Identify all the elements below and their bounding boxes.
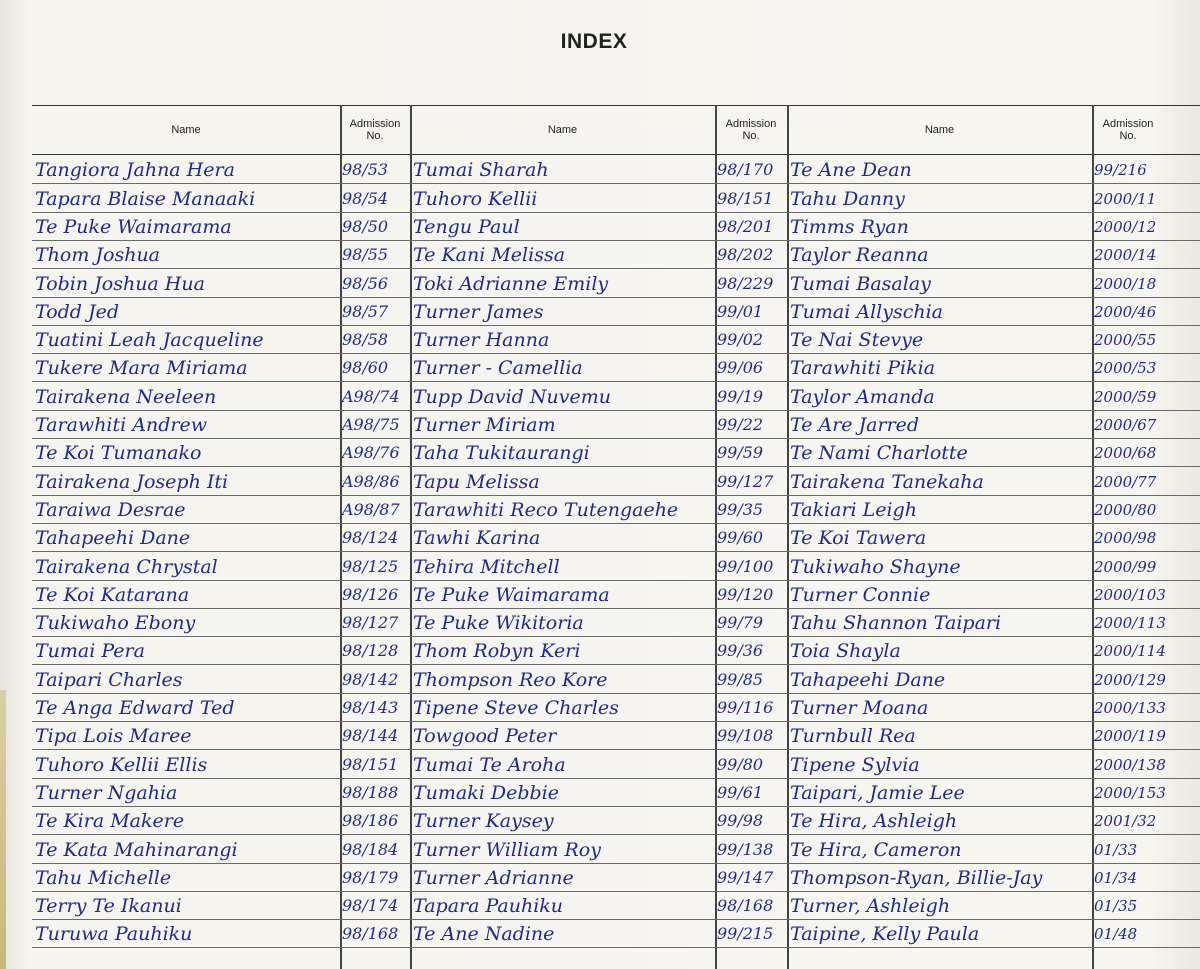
student-name: Tairakena Joseph Iti [35,470,229,493]
admission-number: 99/216 [1094,161,1147,180]
admission-number: 2000/68 [1094,444,1157,463]
admission-number: 99/60 [717,528,764,548]
student-name: Te Nami Charlotte [790,442,968,465]
admission-number: 99/85 [717,669,764,689]
row-rule [32,240,1200,241]
admission-number: A98/86 [342,471,400,491]
student-name: Turner Hanna [413,329,550,352]
admission-number: 98/186 [342,811,399,831]
admission-number: 2000/153 [1094,783,1166,802]
row-rule [32,778,1200,779]
row-rule [32,268,1200,269]
admission-number: A98/75 [342,415,400,434]
student-name: Turner William Roy [413,838,601,861]
admission-number: 2000/77 [1094,472,1157,491]
student-name: Tahapeehi Dane [35,527,191,550]
student-name: Tapara Blaise Manaaki [35,187,256,210]
student-name: Te Puke Waimarama [35,215,232,238]
row-rule [32,410,1200,411]
student-name: Te Koi Tawera [790,527,927,550]
admission-number: 98/184 [342,839,399,859]
row-rule [32,636,1200,637]
row-rule [32,212,1200,213]
admission-number: 98/168 [342,924,399,944]
header-admission-line1: Admission [725,118,777,130]
row-rule [32,834,1200,835]
student-name: Taipari Charles [35,668,183,691]
student-name: Te Nai Stevye [790,329,924,352]
student-name: Tukiwaho Shayne [790,555,961,578]
admission-number: 2000/46 [1094,302,1157,321]
student-name: Tuhoro Kellii [413,187,538,210]
student-name: Thom Joshua [35,244,161,267]
student-name: Turner Moana [790,697,929,719]
student-name: Tapu Melissa [413,470,540,493]
student-name: Tumai Pera [35,640,145,663]
student-name: Thompson-Ryan, Billie-Jay [790,866,1043,889]
header-admission-line2: No. [366,130,384,142]
row-rule [32,947,1200,948]
student-name: Tangiora Jahna Hera [35,159,235,182]
student-name: Turner, Ashleigh [790,895,951,918]
student-name: Turner Ngahia [35,781,178,804]
student-name: Tipene Steve Charles [413,697,619,719]
student-name: Te Kani Melissa [413,244,566,267]
student-name: Tehira Mitchell [413,555,560,578]
admission-number: 99/02 [717,330,764,350]
admission-number: 98/56 [342,273,389,293]
admission-number: A98/74 [342,386,400,406]
header-admission-line2: No. [742,130,760,142]
student-name: Toia Shayla [790,640,901,663]
admission-number: 2000/119 [1094,727,1166,746]
student-name: Te Koi Tumanako [35,442,202,465]
student-name: Tahu Danny [790,187,905,210]
student-name: Takiari Leigh [790,498,917,521]
admission-number: 2000/67 [1094,416,1157,434]
admission-number: 99/120 [717,584,774,604]
admission-number: 99/98 [717,811,764,831]
student-name: Taha Tukitaurangi [413,442,590,465]
student-name: Tumai Te Aroha [413,753,566,776]
admission-number: 98/229 [717,273,774,293]
admission-number: 2000/129 [1094,670,1166,689]
student-name: Tairakena Chrystal [35,555,218,578]
student-name: Tengu Paul [413,215,520,238]
row-rule [32,183,1200,184]
admission-number: 99/116 [717,698,774,717]
admission-number: 98/174 [342,896,399,916]
student-name: Te Ane Nadine [413,923,555,946]
row-rule [32,806,1200,807]
admission-number: 01/33 [1094,840,1138,859]
admission-number: 99/215 [717,924,774,944]
student-name: Te Anga Edward Ted [35,697,235,719]
student-name: Tumaki Debbie [413,781,560,804]
header-admission-line2: No. [1119,130,1137,142]
row-rule [32,523,1200,524]
row-rule [32,721,1200,722]
admission-number: 98/53 [342,160,389,180]
student-name: Te Are Jarred [790,414,920,436]
admission-number: 99/01 [717,301,764,321]
student-name: Towgood Peter [413,725,557,748]
student-name: Tumai Sharah [413,159,549,182]
admission-number: 01/48 [1094,925,1138,944]
admission-number: 98/151 [342,754,399,774]
student-name: Te Hira, Cameron [790,838,962,861]
admission-number: 2000/98 [1094,529,1157,548]
admission-number: 2000/99 [1094,557,1157,576]
row-rule [32,749,1200,750]
student-name: Turner - Camellia [413,357,583,380]
header-admission-line1: Admission [1102,118,1154,130]
admission-number: 98/202 [717,245,774,265]
header-admission-1 [340,106,410,154]
student-name: Tipene Sylvia [790,753,920,776]
admission-number: 2000/53 [1094,359,1157,378]
admission-number: 99/36 [717,641,764,661]
admission-number: 98/188 [342,782,399,802]
student-name: Todd Jed [35,300,120,323]
admission-number: 99/80 [717,754,764,774]
row-rule [32,580,1200,581]
admission-number: 98/170 [717,160,774,180]
student-name: Tukere Mara Miriama [35,357,248,380]
admission-number: 98/142 [342,669,399,689]
admission-number: 01/35 [1094,897,1138,916]
admission-number: 2000/133 [1094,699,1166,717]
admission-number: 99/100 [717,556,774,576]
admission-number: 98/201 [717,216,774,236]
student-name: Taylor Reanna [790,244,929,267]
admission-number: 98/57 [342,301,389,321]
admission-number: 99/19 [717,386,764,406]
student-name: Te Hira, Ashleigh [790,810,958,833]
student-name: Te Koi Katarana [35,583,190,606]
admission-number: 2000/138 [1094,755,1166,774]
admission-number: 98/50 [342,216,389,236]
student-name: Tairakena Tanekaha [790,470,984,493]
header-admission-2 [715,106,787,154]
student-name: Turner Connie [790,583,931,606]
row-rule [32,693,1200,694]
admission-number: 98/127 [342,613,399,633]
admission-number: 98/168 [717,896,774,916]
admission-number: 98/144 [342,726,399,746]
student-name: Toki Adrianne Emily [413,272,609,295]
page-title: INDEX [560,30,628,53]
student-name: Turner Miriam [413,414,556,436]
admission-number: A98/87 [342,499,400,519]
student-name: Thompson Reo Kore [413,668,608,691]
row-rule [32,891,1200,892]
ledger-header [32,105,1200,155]
admission-number: 99/35 [717,499,764,519]
student-name: Tarawhiti Reco Tutengaehe [413,498,679,521]
admission-number: 99/147 [717,867,774,887]
student-name: Te Kata Mahinarangi [35,838,238,861]
header-name-1: Name [171,124,201,136]
row-rule [32,438,1200,439]
student-name: Tumai Allyschia [790,300,944,323]
binding-tab [0,690,6,969]
admission-number: 2000/113 [1094,614,1166,633]
row-rule [32,664,1200,665]
admission-number: 98/143 [342,698,399,717]
row-rule [32,863,1200,864]
admission-number: 99/22 [717,415,764,434]
admission-number: 2000/55 [1094,331,1157,350]
admission-number: 98/55 [342,245,389,265]
index-ledger [32,105,1200,969]
row-rule [32,608,1200,609]
admission-number: 98/60 [342,358,389,378]
admission-number: 99/79 [717,613,764,633]
row-rule [32,495,1200,496]
header-admission-3 [1092,106,1164,154]
admission-number: 2000/12 [1094,217,1157,236]
student-name: Tairakena Neeleen [35,385,217,408]
student-name: Turner James [413,300,544,323]
student-name: Taraiwa Desrae [35,498,186,521]
student-name: Turner Adrianne [413,866,574,889]
student-name: Tukiwaho Ebony [35,612,196,635]
admission-number: 99/59 [717,443,764,463]
admission-number: 98/179 [342,867,399,887]
student-name: Timms Ryan [790,215,909,238]
student-name: Turner Kaysey [413,810,554,833]
admission-number: 98/125 [342,556,399,576]
student-name: Tahu Shannon Taipari [790,612,1002,635]
row-rule [32,353,1200,354]
student-name: Tapara Pauhiku [413,895,564,918]
admission-number: 2000/14 [1094,246,1157,265]
row-rule [32,381,1200,382]
admission-number: 98/58 [342,330,389,350]
student-name: Tawhi Karina [413,527,541,550]
admission-number: 99/108 [717,726,774,746]
admission-number: 99/138 [717,839,774,859]
admission-number: 98/151 [717,188,774,208]
student-name: Thom Robyn Keri [413,640,581,663]
student-name: Tupp David Nuvemu [413,385,611,408]
admission-number: 2000/103 [1094,585,1166,604]
student-name: Tarawhiti Pikia [790,357,936,380]
student-name: Taylor Amanda [790,385,935,408]
student-name: Tuatini Leah Jacqueline [35,329,264,352]
row-rule [32,551,1200,552]
admission-number: 2000/18 [1094,274,1157,293]
admission-number: 99/61 [717,782,764,802]
admission-number: 2000/11 [1094,189,1157,208]
admission-number: 2000/59 [1094,387,1157,406]
admission-number: 98/126 [342,584,399,604]
student-name: Taipari, Jamie Lee [790,781,965,804]
admission-number: 2000/114 [1094,642,1166,661]
row-rule [32,325,1200,326]
student-name: Tumai Basalay [790,272,931,295]
admission-number: 98/128 [342,641,399,661]
header-name-2: Name [547,124,578,136]
student-name: Taipine, Kelly Paula [790,923,980,946]
student-name: Tahapeehi Dane [790,668,946,691]
student-name: Turuwa Pauhiku [35,923,193,946]
header-admission-line1: Admission [349,118,401,130]
admission-number: 98/54 [342,188,389,208]
admission-number: 2001/32 [1094,812,1157,831]
student-name: Te Ane Dean [790,159,912,182]
admission-number: 99/127 [717,471,774,491]
admission-number: 01/34 [1094,868,1138,887]
admission-number: 98/124 [342,528,399,548]
student-name: Tuhoro Kellii Ellis [35,753,208,776]
student-name: Te Puke Waimarama [413,583,610,606]
student-name: Tobin Joshua Hua [35,272,205,295]
student-name: Terry Te Ikanui [35,895,182,918]
row-rule [32,919,1200,920]
row-rule [32,297,1200,298]
student-name: Te Kira Makere [35,810,185,833]
student-name: Tipa Lois Maree [35,725,192,748]
student-name: Turnbull Rea [790,725,916,748]
header-name-3: Name [924,124,955,136]
student-name: Tahu Michelle [35,866,172,889]
admission-number: A98/76 [342,443,400,463]
row-rule [32,466,1200,467]
student-name: Te Puke Wikitoria [413,612,584,635]
admission-number: 2000/80 [1094,500,1157,519]
admission-number: 99/06 [717,358,764,378]
student-name: Tarawhiti Andrew [35,414,207,436]
